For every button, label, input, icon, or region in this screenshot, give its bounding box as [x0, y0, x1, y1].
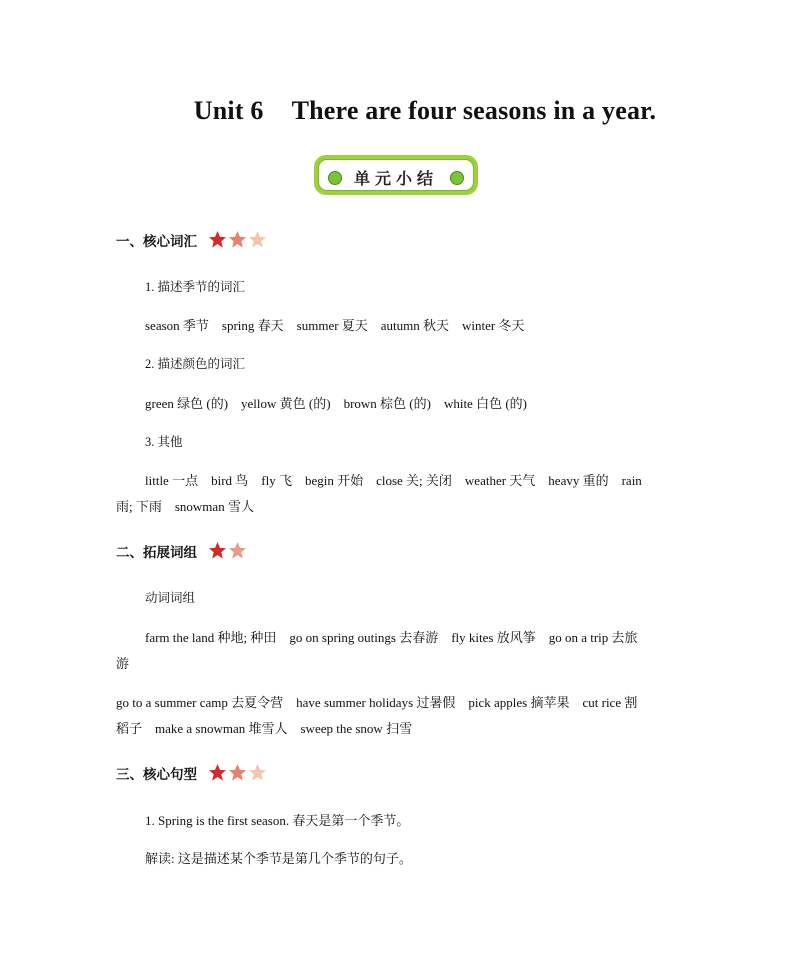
vocab-others-line1: little 一点 bird 鸟 fly 飞 begin 开始 close 关; 关闭 weather 天气 heavy 重的 rain — [145, 473, 642, 488]
star-full-icon — [208, 541, 227, 560]
banner-label: 单元小结 — [353, 169, 438, 188]
unit-title: There are four seasons in a year. — [291, 96, 657, 125]
star-half-icon — [248, 230, 267, 249]
phrases-line3: go to a summer camp 去夏令营 have summer holidays 过暑假 pick apples 摘苹果 cut rice 割 — [116, 695, 638, 710]
vocab-seasons-title: 1. 描述季节的词汇 — [145, 280, 246, 294]
star-full-icon — [228, 763, 247, 782]
star-full-icon — [208, 763, 227, 782]
phrases-subtitle: 动词词组 — [145, 591, 196, 605]
section-vocab-heading — [116, 230, 267, 250]
section-phrases-heading — [116, 541, 247, 561]
section-sentences-title: 三、核心句型 — [116, 767, 197, 783]
vocab-colors-line: green 绿色 (的) yellow 黄色 (的) brown 棕色 (的) white 白色 (的) — [145, 396, 527, 411]
section-sentences-heading — [116, 763, 267, 783]
star-full-icon — [208, 230, 227, 249]
section-phrases-title: 二、拓展词组 — [116, 545, 197, 561]
summary-banner — [314, 155, 478, 195]
star-half-icon — [248, 763, 267, 782]
phrases-line4: 稻子 make a snowman 堆雪人 sweep the snow 扫雪 — [116, 721, 413, 736]
sentence-1: 1. Spring is the first season. 春天是第一个季节。 — [145, 813, 410, 828]
phrases-line2: 游 — [116, 656, 130, 671]
vocab-others-title: 3. 其他 — [145, 435, 183, 449]
vocab-colors-title: 2. 描述颜色的词汇 — [145, 357, 246, 371]
page-title — [0, 96, 794, 126]
difficulty-stars — [208, 763, 267, 782]
difficulty-stars — [208, 230, 267, 249]
vocab-seasons-line: season 季节 spring 春天 summer 夏天 autumn 秋天 winter 冬天 — [145, 318, 525, 333]
sentence-1-explanation: 解读: 这是描述某个季节是第几个季节的句子。 — [145, 851, 412, 866]
phrases-line1: farm the land 种地; 种田 go on spring outings 去春游 fly kites 放风筝 go on a trip 去旅 — [145, 630, 638, 645]
star-half-icon — [228, 541, 247, 560]
unit-label: Unit 6 — [193, 96, 264, 125]
difficulty-stars — [208, 541, 247, 560]
vocab-others-line2: 雨; 下雨 snowman 雪人 — [116, 499, 254, 514]
banner-frame — [318, 159, 474, 191]
section-vocab-title: 一、核心词汇 — [116, 234, 197, 250]
star-full-icon — [228, 230, 247, 249]
